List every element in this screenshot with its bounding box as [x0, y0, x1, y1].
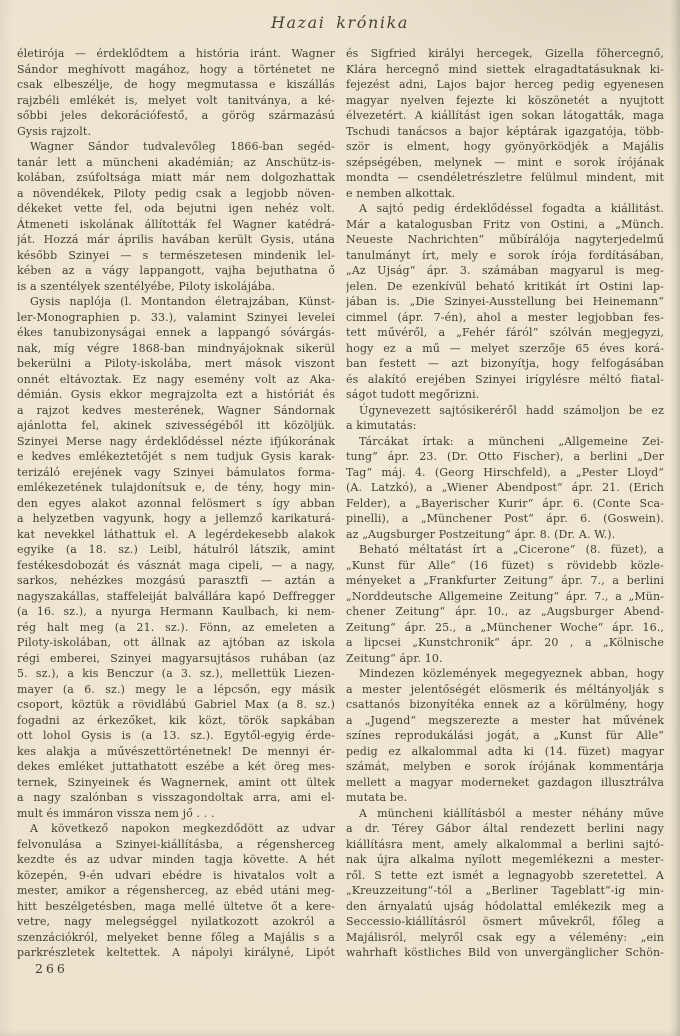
text-line: Beható méltatást írt a „Cicerone“ (8. füzet), a — [359, 543, 664, 556]
text-line: egyike (a 18. sz.) Leibl, hátulról látszik, amint — [17, 543, 335, 556]
text-line: A következő napokon megkezdődött az udvar — [30, 822, 335, 835]
text-line: Átmeneti iskolának állították fel Wagner katédrá- — [17, 217, 335, 231]
text-line: „Norddeutsche Allgemeine Zeitung“ ápr. 7., a „Mün- — [346, 589, 664, 603]
text-line: Úgynevezett sajtósikeréről hadd számoljon be ez — [359, 403, 664, 417]
text-line: „Az Ujság“ ápr. 3. számában magyarul is meg- — [346, 264, 664, 277]
text-line: tanár lett a müncheni akadémián; az Anschütz-is- — [17, 155, 335, 169]
text-line: Klára hercegnő mind siettek elragadtatásuknak ki- — [346, 62, 664, 76]
text-line: mondta — csendéletrészletre felülmul mindent, mit — [346, 171, 664, 184]
text-line: Zeitung“ ápr. 25., a „Münchener Woche“ ápr. 16., — [346, 620, 664, 634]
text-line: den árnyalatú ujság hódolattal emlékezik meg a — [346, 899, 664, 913]
text-line: mester, amikor a régensherceg, az ebéd utáni meg- — [17, 884, 335, 897]
text-line: ményeket a „Frankfurter Zeitung“ ápr. 7., a berlini — [346, 574, 664, 587]
text-line: dékeket vette fel, oda bejutni igen nehéz volt. — [17, 202, 335, 215]
text-line: ternek, Szinyeinek és Wagnernek, amint ott ültek — [17, 775, 335, 789]
text-line: e kedves emlékeztetőjét s nem tudjuk Gysis karak- — [17, 450, 335, 463]
text-line: sarkos, nehézkes mozgású parasztfi — aztán a — [17, 574, 335, 587]
text-line: Mindezen közlemények megegyeznek abban, hogy — [359, 667, 664, 680]
text-line: kezdte és az udvar minden tagja követte. A hét — [17, 853, 335, 866]
text-line: a mester jelentőségét elösmerik és méltányolják s — [346, 682, 664, 696]
text-line: is a szentélyek szentélyébe, Piloty iskolájába. — [17, 279, 276, 293]
text-line: ékes tanubizonyságai ennek a lappangó sóvárgás- — [17, 326, 335, 339]
text-line: démián. Gysis ekkor megrajzolta ezt a históriát és — [17, 388, 335, 401]
text-line: fogadni az érkezőket, kik közt, török sapkában — [17, 713, 335, 727]
text-line: a kimutatás: — [346, 419, 417, 432]
text-line: Tschudi tanácsos a bajor képtárak igazgatója, több- — [346, 124, 664, 138]
text-line: Felder), a „Bayerischer Kurir“ ápr. 6. (Conte Sca- — [346, 496, 664, 510]
text-line: a nagy szalónban s visszagondoltak arra, ami el- — [17, 791, 335, 804]
text-line: sőbbi jeles dekorációfestő, a görög származású — [17, 109, 335, 122]
text-line: csak elbeszélje, de hogy megmutassa e kiszállás — [17, 78, 335, 91]
columns-container — [17, 46, 664, 1036]
text-line: ler-Monographien p. 33.), valamint Szinyei levelei — [17, 310, 335, 324]
text-line: számát, melyben e sorok írójának kommentárja — [346, 760, 664, 773]
text-line: kes alakja a művészettörténetnek! De mennyi ér- — [17, 744, 335, 758]
text-line: bekerülni a Piloty-iskolába, mert mások viszont — [17, 357, 335, 370]
text-line: ban festett — azt bizonyítja, hogy felfogásában — [346, 357, 664, 370]
text-line: terizáló erejének vagy Szinyei bámulatos forma- — [17, 465, 335, 479]
text-line: parkrészletek keltettek. A nápolyi királyné, Lipót — [17, 946, 335, 959]
text-column-right — [346, 46, 664, 1036]
text-line: és alakító erejében Szinyei irígylésre méltó fiatal- — [346, 372, 664, 386]
text-line: festékesdobozát és vásznát maga cipeli, — a nagy, — [17, 558, 335, 572]
text-line: felvonulása a Szinyei-kiállításba, a régensherceg — [17, 837, 335, 851]
text-line: a dr. Térey Gábor által rendezett berlini nagy — [346, 822, 664, 835]
text-line: ott lohol Gysis is (a 13. sz.). Egytől-egyig érde- — [17, 729, 335, 742]
text-line: élvezetért. A kiállítást igen sokan látogatták, maga — [346, 109, 664, 122]
text-line: ről. S tette ezt ismét a legnagyobb szeretettel. A — [346, 868, 664, 882]
page-number: 266 — [35, 961, 68, 976]
text-line: onnét eltávoztak. Ez nagy esemény volt az Aka- — [17, 372, 335, 386]
text-line: a növendékek, Piloty pedig csak a legjobb növen- — [17, 186, 335, 200]
text-line: Wagner Sándor tudvalevőleg 1866-ban segéd- — [30, 140, 335, 153]
text-line: régi emberei, Szinyei magyarsujtásos ruhában (az — [17, 651, 335, 665]
text-line: szépségében, melynek — mint e sorok írójának — [346, 155, 664, 169]
text-line: mult és immáron vissza nem jő . . . — [17, 806, 215, 820]
text-line: jában is. „Die Szinyei-Ausstellung bei Heinemann“ — [346, 295, 664, 308]
text-line: később Szinyei — s természetesen mindenik lel- — [17, 248, 335, 262]
text-line: tanulmányt írt, mely e sorok írója fordításában, — [346, 248, 664, 262]
text-line: tung“ ápr. 23. (Dr. Otto Fischer), a berlini „Der — [346, 450, 664, 463]
text-line: chener Zeitung“ ápr. 10., az „Augsburger Abend- — [346, 605, 664, 618]
text-line: jelen. De ezenkívül beható kritikát írt Ostini lap- — [346, 279, 664, 293]
text-line: 5. sz.), a kis Benczur (a 3. sz.), mellettük Liezen- — [17, 667, 335, 680]
text-line: „Kunst für Alle“ (16 füzet) s rövidebb közle- — [346, 558, 664, 572]
text-line: Gysis naplója (l. Montandon életrajzában, Künst- — [30, 295, 335, 308]
text-line: a lipcsei „Kunstchronik“ ápr. 20 , a „Kölnische — [346, 636, 664, 649]
text-column-left — [17, 46, 335, 1036]
text-line: a helyzetben vagyunk, hogy a jellemző karikaturá- — [17, 512, 335, 525]
text-line: rajzbéli emlékét is, melyet volt tanitványa, a ké- — [17, 93, 335, 107]
text-line: kében az a vágy lappangott, vajha bejuthatna ő — [17, 264, 335, 277]
text-line: Tárcákat írtak: a müncheni „Allgemeine Zei- — [359, 434, 664, 448]
scan-edge-right-shading — [670, 0, 680, 1036]
text-line: nak, míg végre 1868-ban mindnyájoknak sikerül — [17, 341, 335, 355]
text-line: Gysis rajzolt. — [17, 124, 92, 138]
text-line: életirója — érdeklődtem a história iránt. Wagner — [17, 47, 335, 60]
text-line: Neueste Nachrichten“ műbírálója nagyterjedelmű — [346, 233, 664, 246]
text-line: Sándor meghívott magához, hogy a történetet ne — [17, 62, 335, 76]
text-line: ször is elment, hogy gyönyörködjék a Majális — [346, 140, 664, 153]
text-line: Szinyei Merse nagy érdeklődéssel nézte ifjúkorának — [17, 434, 335, 448]
text-line: Tag“ máj. 4. (Georg Hirschfeld), a „Pester Lloyd“ — [346, 465, 664, 479]
text-line: közepén, 9-én udvari ebédre is hivatalos volt a — [17, 868, 335, 882]
text-line: Seccessio-kiállításról ösmert művekről, főleg a — [346, 915, 664, 928]
text-line: vetre, nagy melegséggel nyilatkozott azokról a — [17, 915, 335, 928]
text-line: „Kreuzzeitung“-tól a „Berliner Tageblatt“-ig min- — [346, 884, 664, 897]
text-line: csoport, köztük a rövidlábú Gabriel Max (a 8. sz.) — [17, 698, 335, 711]
text-line: hogy ez a mű — melyet szerzője 65 éves korá- — [346, 341, 664, 355]
text-line: mellett a magyar moderneket gazdagon illusztrálva — [346, 775, 664, 789]
scan-edge-left-shading — [0, 0, 12, 1036]
text-line: nagyszakállas, staffeleiját balvállára kapó Deffregger — [17, 589, 335, 603]
text-line: mutata be. — [346, 791, 408, 804]
text-line: mayer (a 6. sz.) megy le a lépcsőn, egy másik — [17, 682, 335, 696]
text-line: wahrhaft köstliches Bild von unvergänglicher Schön- — [346, 946, 664, 959]
text-line: nak újra alkalma nyílott megemlékezni a mester- — [346, 853, 664, 866]
text-line: a rajzot kedves mesterének, Wagner Sándornak — [17, 403, 335, 417]
text-line: a „Jugend“ megszerezte a mester hat művének — [346, 713, 664, 727]
text-line: Már a katalogusban Fritz von Ostini, a „Münch. — [346, 217, 664, 231]
text-line: (a 16. sz.), a nyurga Hermann Kaulbach, ki nem- — [17, 605, 335, 618]
text-line: fejezést adni, Lajos bajor herceg pedig egyenesen — [346, 78, 664, 91]
text-line: emlékezetének tulajdonítsuk e, de tény, hogy min- — [17, 481, 335, 494]
text-line: A sajtó pedig érdeklődéssel fogadta a kiállitást. — [359, 202, 664, 215]
text-line: hitt beszélgetésben, maga mellé ültetve őt a kere- — [17, 899, 335, 913]
text-line: az „Augsburger Postzeitung“ ápr. 8. (Dr. A. W.). — [346, 527, 616, 541]
text-line: Piloty-iskolában, ott állnak az ajtóban az iskola — [17, 636, 335, 649]
text-line: ságot tudott megőrizni. — [346, 388, 480, 401]
text-line: A müncheni kiállításból a mester néhány műve — [359, 806, 664, 820]
text-line: cimmel (ápr. 7-én), ahol a mester legjobban fes- — [346, 310, 664, 324]
text-line: ját. Hozzá már április havában került Gysis, utána — [17, 233, 335, 246]
text-line: és Sigfried királyi hercegek, Gizella főhercegnő, — [346, 47, 664, 60]
text-line: pinelli), a „Münchener Post“ ápr. 6. (Goswein). — [346, 512, 664, 525]
text-line: tett művéről, a „Fehér fáról“ szólván megjegyzi, — [346, 326, 664, 339]
text-line: színes reprodukálási jogát, a „Kunst für Alle“ — [346, 729, 664, 742]
text-line: (A. Latzkó), a „Wiener Abendpost“ ápr. 21. (Erich — [346, 481, 664, 494]
text-line: Majálisról, melyről csak egy a vélemény: „ein — [346, 930, 664, 944]
text-line: kiállításra ment, amely alkalommal a berlini sajtó- — [346, 837, 664, 851]
text-line: kat nevekkel láthattuk el. A legérdekesebb alakok — [17, 527, 335, 541]
text-line: ajánlotta fel, akinek szivességéből itt közöljük. — [17, 419, 335, 432]
text-line: e nemben alkottak. — [346, 186, 456, 200]
text-line: magyar nyelven fejezte ki köszönetét a nyujtott — [346, 93, 664, 107]
text-line: dekes emléket juttathatott eszébe a két öreg mes- — [17, 760, 335, 773]
text-line: pedig ez alkalommal adta ki (14. füzet) magyar — [346, 744, 664, 758]
text-line: szenzációkról, melyeket benne főleg a Majális s a — [17, 930, 335, 944]
text-line: kolában, zsúfoltsága miatt már nem dolgozhattak — [17, 171, 335, 184]
text-line: Zeitung“ ápr. 10. — [346, 651, 443, 665]
text-line: den egyes alakot azonnal felösmert s így abban — [17, 496, 335, 510]
text-line: rég halt meg (a 21. sz.). Fönn, az emeleten a — [17, 620, 335, 634]
running-header: Hazai krónika — [270, 13, 410, 32]
text-line: csattanós bizonyítéka ennek az a körülmény, hogy — [346, 698, 664, 711]
